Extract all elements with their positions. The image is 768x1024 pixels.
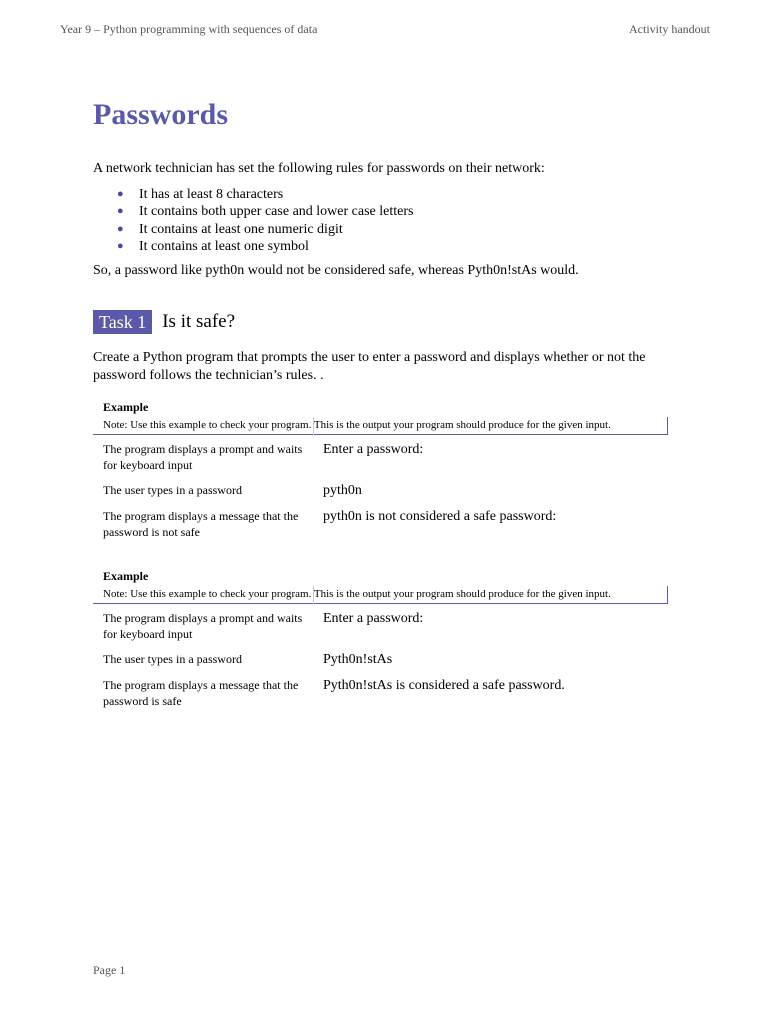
rule-item: ● It contains both upper case and lower case letters xyxy=(117,204,414,220)
example-block xyxy=(93,569,668,709)
example-note: Note: Use this example to check your program. This is the output your program should produce for the given input. xyxy=(93,417,668,435)
example-row xyxy=(93,677,668,709)
example-block xyxy=(93,400,668,540)
example-output: Enter a password: xyxy=(323,442,424,457)
example-step: The user types in a password xyxy=(103,483,242,497)
page-title: Passwords xyxy=(93,98,229,131)
rule-item: ● It has at least 8 characters xyxy=(117,187,284,202)
example-row xyxy=(93,610,668,642)
example-step: The user types in a password xyxy=(103,652,242,666)
example-row xyxy=(93,441,668,473)
header-doc-type: Activity handout xyxy=(629,22,710,36)
bullet-icon: ● xyxy=(117,205,124,218)
bullet-icon: ● xyxy=(117,222,124,235)
summary-text: So, a password like pyth0n would not be considered safe, whereas Pyth0n!stAs would. xyxy=(93,263,579,278)
example-label: Example xyxy=(103,400,149,414)
example-label: Example xyxy=(103,569,149,583)
example-output: Pyth0n!stAs is considered a safe password. xyxy=(323,678,565,693)
page-header xyxy=(60,22,710,37)
task-title: Is it safe? xyxy=(162,311,236,332)
example-row xyxy=(93,508,668,540)
bullet-icon: ● xyxy=(117,188,124,200)
header-course: Year 9 – Python programming with sequences of data xyxy=(60,22,318,36)
rule-item: ● It contains at least one symbol xyxy=(117,238,309,254)
bullet-icon: ● xyxy=(117,239,124,252)
task-description: Create a Python program that prompts the user to enter a password and displays whether or not the password follows the technician’s rules. . xyxy=(93,350,646,383)
example-row xyxy=(93,651,668,668)
intro-text: A network technician has set the following rules for passwords on their network: xyxy=(93,161,545,176)
rules-list xyxy=(93,186,413,255)
example-output: pyth0n xyxy=(323,483,362,498)
example-row xyxy=(93,482,668,499)
example-output: pyth0n is not considered a safe password: xyxy=(323,509,557,524)
rule-item: ● It contains at least one numeric digit xyxy=(117,221,343,237)
example-step: The program displays a message that the password is safe xyxy=(103,678,299,708)
page-number: Page 1 xyxy=(93,963,126,977)
task-heading xyxy=(93,310,235,334)
example-step: The program displays a prompt and waits for keyboard input xyxy=(103,611,303,641)
example-step: The program displays a prompt and waits for keyboard input xyxy=(103,442,303,472)
example-output: Enter a password: xyxy=(323,611,424,626)
example-output: Pyth0n!stAs xyxy=(323,652,393,667)
example-step: The program displays a message that the password is not safe xyxy=(103,509,299,539)
task-badge: Task 1 xyxy=(93,310,152,334)
example-note: Note: Use this example to check your program. This is the output your program should produce for the given input. xyxy=(93,586,668,604)
